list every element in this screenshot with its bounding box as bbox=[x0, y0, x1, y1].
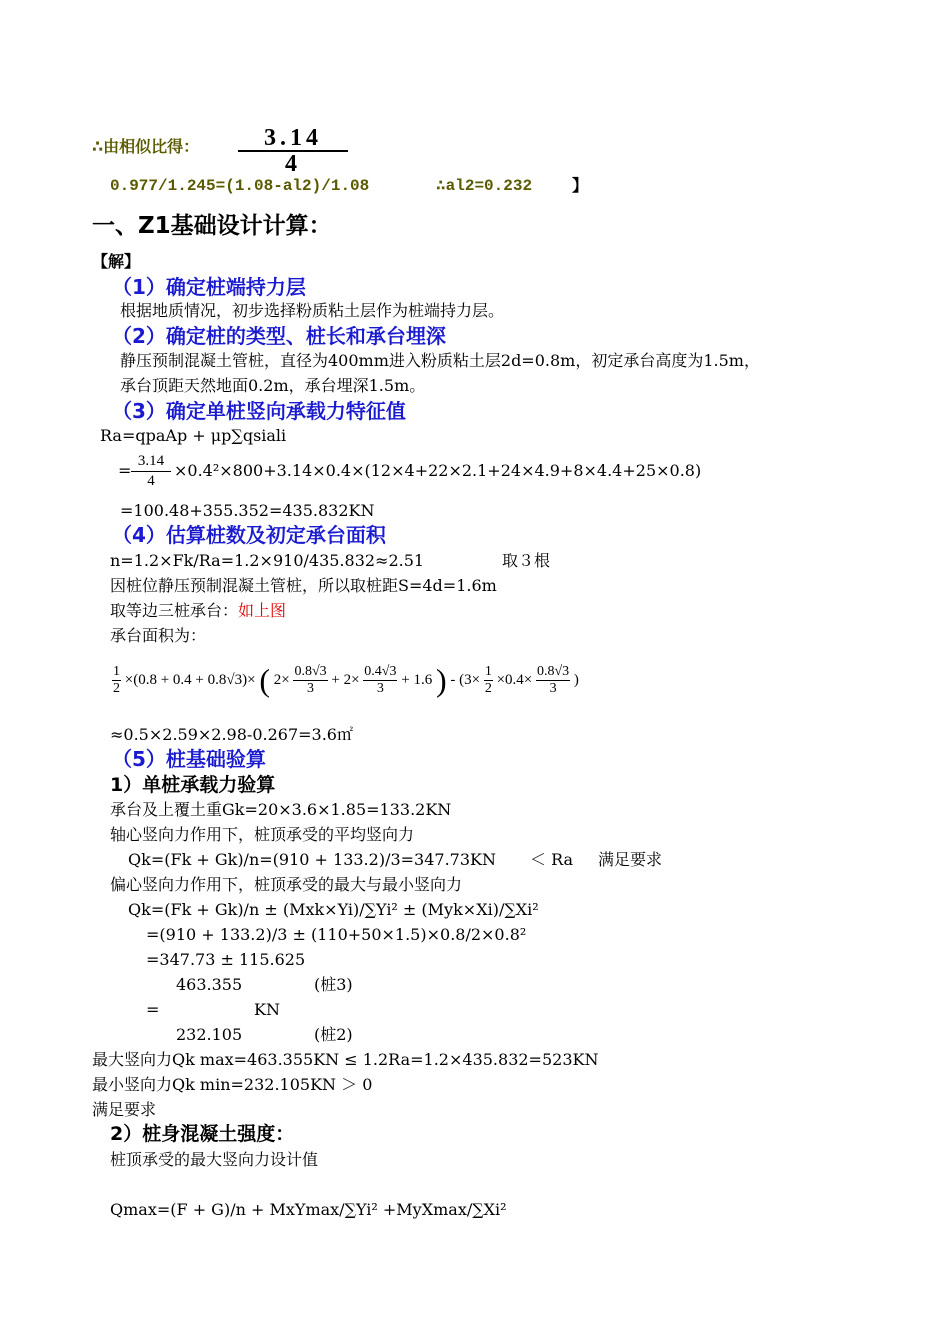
cap-type-reference: 如上图 bbox=[238, 601, 287, 620]
value-bottom: 232.105 bbox=[176, 1025, 243, 1044]
design-value-label: 桩顶承受的最大竖向力设计值 bbox=[110, 1150, 319, 1169]
cap-type-text: 取等边三桩承台： bbox=[110, 601, 239, 620]
pile-spacing: 因桩位静压预制混凝土管桩，所以取桩距S=4d=1.6m bbox=[110, 576, 497, 595]
cap-area-label: 承台面积为： bbox=[110, 626, 207, 645]
intro-fraction bbox=[238, 126, 348, 176]
area-frac-3: $\frac{0.4√3}{3}$ bbox=[364, 664, 397, 696]
ra-eq-rest: ×0.4²×800+3.14×0.4×(12×4+22×2.1+24×4.9+8×4.4+25×0.8) bbox=[174, 461, 702, 480]
s2-line1: 静压预制混凝土管桩，直径为400mm进入粉质粘土层2d=0.8m，初定承台高度为1.5m， bbox=[120, 351, 760, 370]
al2-result: ∴al2=0.232 bbox=[436, 177, 533, 195]
eccentric-result: =347.73 ± 115.625 bbox=[146, 950, 306, 969]
intro-fraction-numerator: 3.14 bbox=[238, 126, 348, 152]
s1-text: 根据地质情况，初步选择粉质粘土层作为桩端持力层。 bbox=[120, 301, 505, 320]
heading-s3: （3）确定单桩竖向承载力特征值 bbox=[112, 399, 406, 423]
heading-s1: （1）确定桩端持力层 bbox=[112, 275, 306, 299]
area-result: ≈0.5×2.59×2.98-0.267=3.6㎡ bbox=[110, 725, 353, 744]
value-top: 463.355 bbox=[176, 975, 243, 994]
max-force: 最大竖向力Qk max=463.355KN ≤ 1.2Ra=1.2×435.832=523KN bbox=[92, 1050, 599, 1069]
cap-weight: 承台及上覆土重Gk=20×3.6×1.85=133.2KN bbox=[110, 800, 452, 819]
cap-type bbox=[110, 601, 286, 621]
ratio-equation: 0.977/1.245=(1.08-al2)/1.08 bbox=[110, 177, 370, 195]
value-bottom-label: (桩2) bbox=[314, 1025, 353, 1044]
ra-fraction-numerator: 3.14 bbox=[131, 452, 171, 472]
area-term-3: - (3× bbox=[450, 671, 481, 688]
axial-lt-ra: ＜ Ra bbox=[530, 850, 574, 869]
s2-line2: 承台顶距天然地面0.2m，承台埋深1.5m。 bbox=[120, 376, 426, 395]
value-unit: KN bbox=[254, 1000, 280, 1019]
pile-count-choice: 取３根 bbox=[502, 551, 551, 570]
eccentric-label: 偏心竖向力作用下，桩顶承受的最大与最小竖向力 bbox=[110, 875, 463, 894]
solution-label: 【解】 bbox=[92, 252, 141, 271]
eccentric-formula: Qk=(Fk + Gk)/n ± (Mxk×Yi)/∑Yi² ± (Myk×Xi)/∑Xi² bbox=[128, 900, 539, 919]
area-term-1: ×(0.8 + 0.4 + 0.8√3)× bbox=[124, 671, 256, 688]
heading-s2: （2）确定桩的类型、桩长和承台埋深 bbox=[112, 324, 446, 348]
ra-fraction bbox=[131, 452, 171, 491]
value-eq: = bbox=[146, 1000, 160, 1019]
area-paren-open: ( bbox=[259, 662, 270, 698]
area-term-2c: + 1.6 bbox=[401, 671, 433, 688]
pile-count: n=1.2×Fk/Ra=1.2×910/435.832≈2.51 bbox=[110, 551, 425, 570]
area-frac-5: $\frac{0.8√3}{3}$ bbox=[536, 664, 570, 696]
heading-s4: （4）估算桩数及初定承台面积 bbox=[112, 523, 386, 547]
ratio-label: ∴由相似比得： bbox=[92, 139, 200, 156]
value-top-label: (桩3) bbox=[314, 975, 353, 994]
qmax-formula: Qmax=(F + G)/n + MxYmax/∑Yi² +MyXmax/∑Xi² bbox=[110, 1200, 507, 1219]
area-formula bbox=[112, 662, 579, 699]
axial-qk: Qk=(Fk + Gk)/n=(910 + 133.2)/3=347.73KN bbox=[128, 850, 496, 869]
area-term-2b: + 2× bbox=[331, 671, 360, 688]
area-term-2a: 2× bbox=[273, 671, 290, 688]
area-frac-4: $\frac{1}{2}$ bbox=[484, 664, 492, 696]
axial-ok: 满足要求 bbox=[598, 850, 663, 869]
axial-label: 轴心竖向力作用下，桩顶承受的平均竖向力 bbox=[110, 825, 415, 844]
area-term-4: ×0.4× bbox=[496, 671, 533, 688]
requirement-met: 满足要求 bbox=[92, 1100, 157, 1119]
area-frac-1: $\frac{1}{2}$ bbox=[113, 664, 120, 696]
area-paren-close: ) bbox=[435, 662, 447, 698]
area-frac-2: $\frac{0.8√3}{3}$ bbox=[294, 664, 327, 696]
ra-fraction-denominator: 4 bbox=[147, 473, 155, 489]
ra-result: =100.48+355.352=435.832KN bbox=[120, 501, 375, 520]
closing-bracket: 】 bbox=[572, 176, 589, 195]
ra-eq-prefix: = bbox=[118, 461, 132, 480]
min-force: 最小竖向力Qk min=232.105KN ＞ 0 bbox=[92, 1075, 373, 1094]
ra-formula: Ra=qpaAp + μp∑qsiali bbox=[100, 426, 287, 445]
area-term-5: ) bbox=[573, 671, 579, 688]
intro-fraction-denominator: 4 bbox=[285, 151, 301, 177]
heading-s5: （5）桩基础验算 bbox=[112, 747, 266, 771]
subheading-single-pile: 1）单桩承载力验算 bbox=[110, 774, 276, 796]
eccentric-substitution: =(910 + 133.2)/3 ± (110+50×1.5)×0.8/2×0.8² bbox=[146, 925, 527, 944]
subheading-concrete: 2）桩身混凝土强度： bbox=[110, 1123, 295, 1145]
section-title: 一、Z1基础设计计算： bbox=[92, 213, 332, 239]
